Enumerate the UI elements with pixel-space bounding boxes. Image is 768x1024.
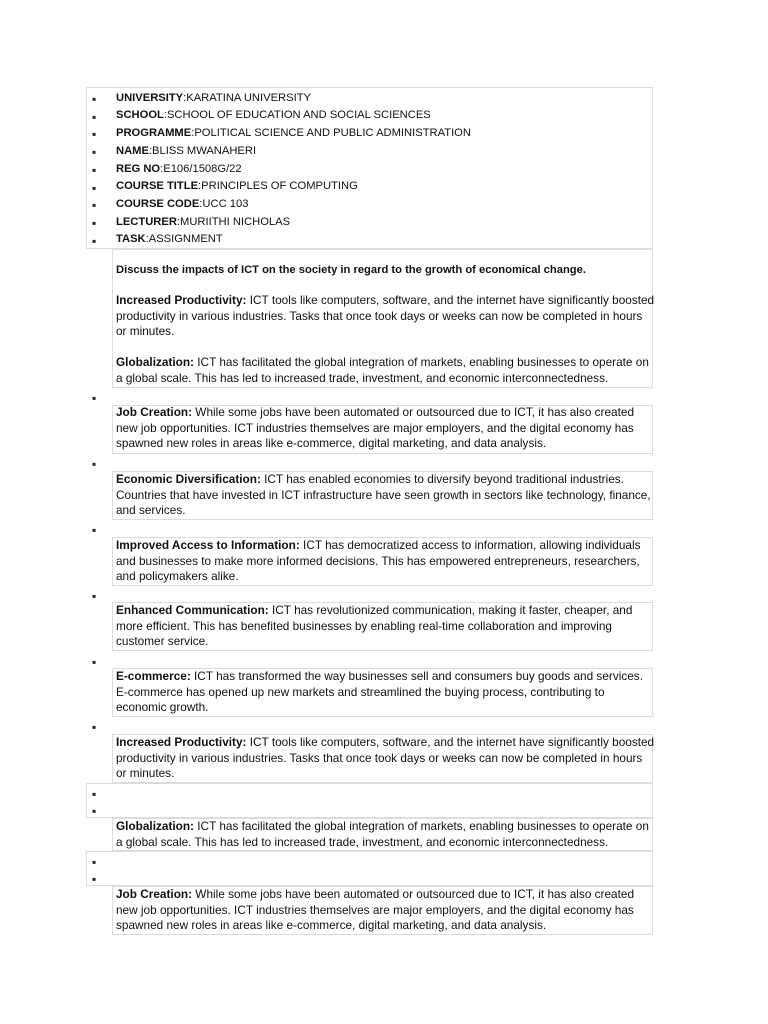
info-lecturer bbox=[116, 214, 290, 231]
section-paragraph bbox=[116, 293, 656, 340]
section-text: ICT has transformed the way businesses sell and consumers buy goods and services. E-commerce has opened up new markets and streamlined the buying process, contributing to economic growth. bbox=[116, 669, 643, 715]
section-paragraph bbox=[116, 538, 656, 585]
bullet-marker: ▪ bbox=[92, 391, 97, 405]
info-value: :ASSIGNMENT bbox=[145, 233, 223, 245]
section-title: Improved Access to Information: bbox=[116, 538, 300, 552]
bullet-marker: ▪ bbox=[92, 655, 97, 669]
section-paragraph bbox=[116, 472, 656, 519]
section-title: Increased Productivity: bbox=[116, 735, 247, 749]
bullet-marker: ▪ bbox=[92, 198, 97, 212]
info-university bbox=[116, 90, 311, 107]
bullet-marker: ▪ bbox=[92, 181, 97, 195]
section-text: ICT tools like computers, software, and the internet have significantly boosted productivity in various industries. Tasks that once took days or weeks can now be completed in hours or minutes. bbox=[116, 293, 655, 339]
bullet-marker: ▪ bbox=[92, 457, 97, 471]
bullet-marker: ▪ bbox=[92, 804, 97, 818]
question-heading: Discuss the impacts of ICT on the society in regard to the growth of economical change. bbox=[116, 264, 586, 276]
info-value: :UCC 103 bbox=[199, 198, 249, 210]
info-name bbox=[116, 143, 256, 160]
info-school bbox=[116, 107, 431, 124]
info-label: NAME bbox=[116, 145, 149, 157]
section-text: ICT tools like computers, software, and the internet have significantly boosted productivity in various industries. Tasks that once took days or weeks can now be completed in hours or minutes. bbox=[116, 735, 655, 781]
info-value: :PRINCIPLES OF COMPUTING bbox=[198, 180, 358, 192]
bullet-marker: ▪ bbox=[92, 216, 97, 230]
section-paragraph bbox=[116, 669, 656, 716]
info-label: TASK bbox=[116, 233, 146, 245]
section-title: Globalization: bbox=[116, 355, 194, 369]
info-label: COURSE TITLE bbox=[116, 180, 199, 192]
section-text: While some jobs have been automated or outsourced due to ICT, it has also created new job opportunities. ICT industries themselves are major employers, and the digital economy has spawned new roles in areas like e-commerce, digital marketing, and data analysis. bbox=[116, 405, 635, 451]
section-title: Increased Productivity: bbox=[116, 293, 247, 307]
section-title: Economic Diversification: bbox=[116, 472, 261, 486]
section-paragraph bbox=[116, 735, 656, 782]
section-paragraph bbox=[116, 603, 656, 650]
section-title: E-commerce: bbox=[116, 669, 191, 683]
bullet-marker: ▪ bbox=[92, 92, 97, 106]
bullet-marker: ▪ bbox=[92, 234, 97, 248]
info-label: UNIVERSITY bbox=[116, 92, 184, 104]
section-paragraph bbox=[116, 355, 656, 386]
section-text: ICT has revolutionized communication, making it faster, cheaper, and more efficient. This has benefited businesses by enabling real-time collaboration and improving customer service. bbox=[116, 603, 633, 649]
section-title: Globalization: bbox=[116, 819, 194, 833]
info-value: :MURIITHI NICHOLAS bbox=[176, 216, 291, 228]
info-label: PROGRAMME bbox=[116, 127, 192, 139]
spacer-box bbox=[86, 783, 653, 818]
section-paragraph bbox=[116, 819, 656, 850]
info-course-title bbox=[116, 178, 358, 195]
section-text: ICT has facilitated the global integration of markets, enabling businesses to operate on a global scale. This has led to increased trade, investment, and economic interconnectedness. bbox=[116, 355, 649, 385]
bullet-marker: ▪ bbox=[92, 855, 97, 869]
bullet-marker: ▪ bbox=[92, 720, 97, 734]
section-text: While some jobs have been automated or outsourced due to ICT, it has also created new job opportunities. ICT industries themselves are major employers, and the digital economy has spawned new roles in areas like e-commerce, digital marketing, and data analysis. bbox=[116, 887, 635, 933]
info-task bbox=[116, 231, 223, 248]
bullet-marker: ▪ bbox=[92, 163, 97, 177]
info-label: REG NO bbox=[116, 163, 161, 175]
info-programme bbox=[116, 125, 471, 142]
section-text: ICT has enabled economies to diversify beyond traditional industries. Countries that have invested in ICT infrastructure have seen growth in sectors like technology, finance, and services. bbox=[116, 472, 651, 518]
bullet-marker: ▪ bbox=[92, 523, 97, 537]
info-label: LECTURER bbox=[116, 216, 177, 228]
info-value: :POLITICAL SCIENCE AND PUBLIC ADMINISTRATION bbox=[191, 127, 471, 139]
bullet-marker: ▪ bbox=[92, 127, 97, 141]
bullet-marker: ▪ bbox=[92, 145, 97, 159]
info-value: :E106/1508G/22 bbox=[160, 163, 242, 175]
bullet-marker: ▪ bbox=[92, 787, 97, 801]
bullet-marker: ▪ bbox=[92, 589, 97, 603]
info-label: COURSE CODE bbox=[116, 198, 200, 210]
info-label: SCHOOL bbox=[116, 109, 164, 121]
info-course-code bbox=[116, 196, 248, 213]
section-title: Job Creation: bbox=[116, 405, 193, 419]
section-paragraph bbox=[116, 405, 656, 452]
spacer-box bbox=[86, 851, 653, 886]
section-title: Enhanced Communication: bbox=[116, 603, 269, 617]
bullet-marker: ▪ bbox=[92, 110, 97, 124]
section-paragraph bbox=[116, 887, 656, 934]
section-text: ICT has facilitated the global integration of markets, enabling businesses to operate on a global scale. This has led to increased trade, investment, and economic interconnectedness. bbox=[116, 819, 649, 849]
info-value: :BLISS MWANAHERI bbox=[148, 145, 257, 157]
info-value: :KARATINA UNIVERSITY bbox=[183, 92, 311, 104]
bullet-marker: ▪ bbox=[92, 872, 97, 886]
info-reg-no bbox=[116, 161, 242, 178]
section-title: Job Creation: bbox=[116, 887, 193, 901]
section-text: ICT has democratized access to information, allowing individuals and businesses to make more informed decisions. This has empowered entrepreneurs, researchers, and policymakers alike. bbox=[116, 538, 641, 584]
info-value: :SCHOOL OF EDUCATION AND SOCIAL SCIENCES bbox=[163, 109, 431, 121]
